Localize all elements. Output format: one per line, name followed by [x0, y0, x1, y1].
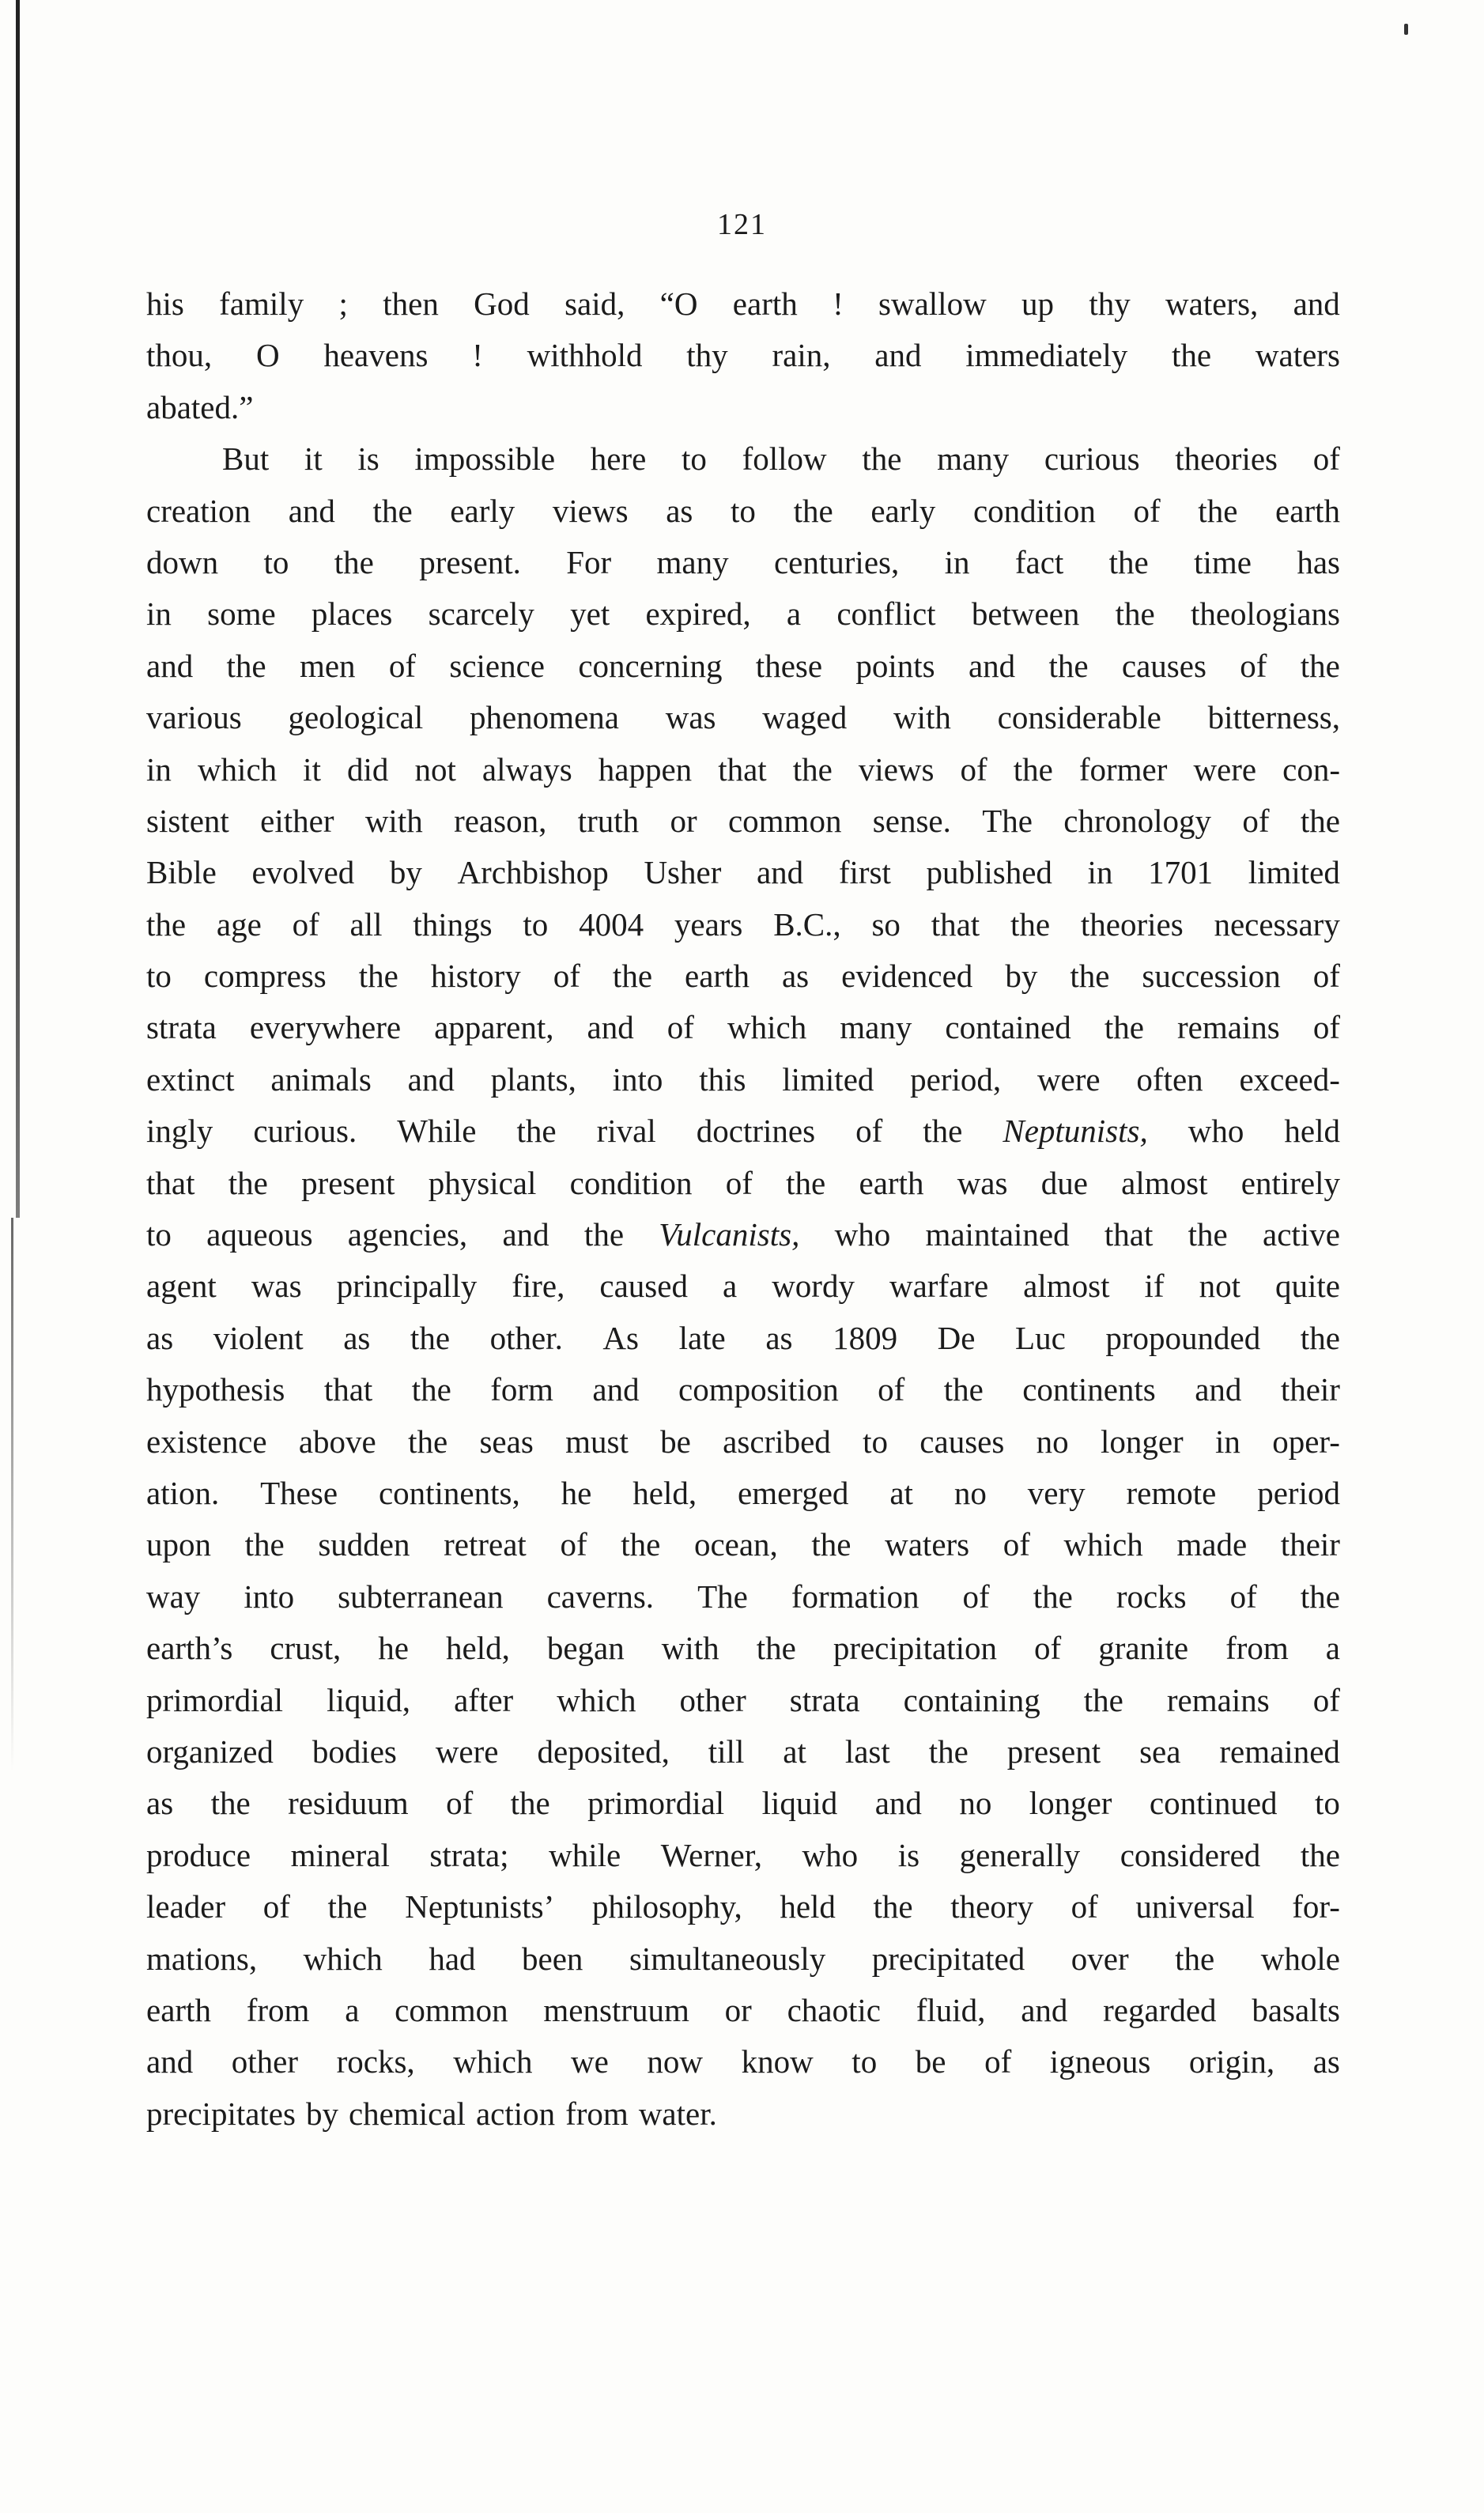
- text-line: and the men of science concerning these points and the causes of the: [146, 647, 1340, 684]
- text-line: strata everywhere apparent, and of which many contained the remains of: [146, 1009, 1340, 1046]
- text-line: in which it did not always happen that the views of the former were con-: [146, 750, 1340, 788]
- text-line: existence above the seas must be ascribed to causes no longer in oper-: [146, 1423, 1340, 1460]
- text-line: way into subterranean caverns. The formation of the rocks of the: [146, 1578, 1340, 1615]
- text-line: as the residuum of the primordial liquid and no longer continued to: [146, 1785, 1340, 1822]
- text-line: as violent as the other. As late as 1809 De Luc propounded the: [146, 1319, 1340, 1356]
- text-line: creation and the early views as to the early condition of the earth: [146, 492, 1340, 529]
- text-line: produce mineral strata; while Werner, who is generally considered the: [146, 1836, 1340, 1873]
- text-line: earth from a common menstruum or chaotic fluid, and regarded basalts: [146, 1991, 1340, 2028]
- text-line: leader of the Neptunists’ philosophy, held the theory of universal for-: [146, 1888, 1340, 1925]
- text-line: the age of all things to 4004 years B.C., so that the theories necessary: [146, 905, 1340, 943]
- body-text: [146, 278, 1340, 2140]
- text-line: precipitates by chemical action from water.: [146, 2095, 717, 2132]
- page-number: 121: [717, 208, 767, 241]
- text-line: hypothesis that the form and composition of the continents and their: [146, 1371, 1340, 1408]
- text-line: extinct animals and plants, into this limited period, were often exceed-: [146, 1060, 1340, 1098]
- text-line: to compress the history of the earth as evidenced by the succession of: [146, 958, 1340, 995]
- text-line: thou, O heavens ! withhold thy rain, and immediately the waters: [146, 337, 1340, 374]
- scan-binding-edge-lower: [11, 1218, 13, 1771]
- text-line: in some places scarcely yet expired, a conflict between the theologians: [146, 595, 1340, 633]
- text-line: that the present physical condition of the earth was due almost entirely: [146, 1164, 1340, 1201]
- text-line: primordial liquid, after which other strata containing the remains of: [146, 1681, 1340, 1718]
- text-line: ation. These continents, he held, emerged at no very remote period: [146, 1474, 1340, 1511]
- text-line: earth’s crust, he held, began with the precipitation of granite from a: [146, 1630, 1340, 1667]
- text-line: down to the present. For many centuries, in fact the time has: [146, 543, 1340, 580]
- text-line: upon the sudden retreat of the ocean, the waters of which made their: [146, 1526, 1340, 1563]
- text-line: ingly curious. While the rival doctrines of the Neptunists, who held: [146, 1113, 1340, 1150]
- text-line: his family ; then God said, “O earth ! swallow up thy waters, and: [146, 285, 1340, 322]
- text-line: various geological phenomena was waged with considerable bitterness,: [146, 699, 1340, 736]
- text-line: to aqueous agencies, and the Vulcanists, who maintained that the active: [146, 1216, 1340, 1253]
- text-line: organized bodies were deposited, till at last the present sea remained: [146, 1733, 1340, 1770]
- text-line: agent was principally fire, caused a wordy warfare almost if not quite: [146, 1268, 1340, 1305]
- text-line: and other rocks, which we now know to be of igneous origin, as: [146, 2043, 1340, 2080]
- text-line: But it is impossible here to follow the many curious theories of: [222, 440, 1340, 478]
- text-line: Bible evolved by Archbishop Usher and first published in 1701 limited: [146, 854, 1340, 891]
- text-line: abated.”: [146, 388, 254, 425]
- scan-binding-edge: [16, 0, 20, 1218]
- text-line: mations, which had been simultaneously precipitated over the whole: [146, 1940, 1340, 1977]
- text-line: sistent either with reason, truth or common sense. The chronology of the: [146, 802, 1340, 839]
- scan-speck: [1404, 24, 1408, 35]
